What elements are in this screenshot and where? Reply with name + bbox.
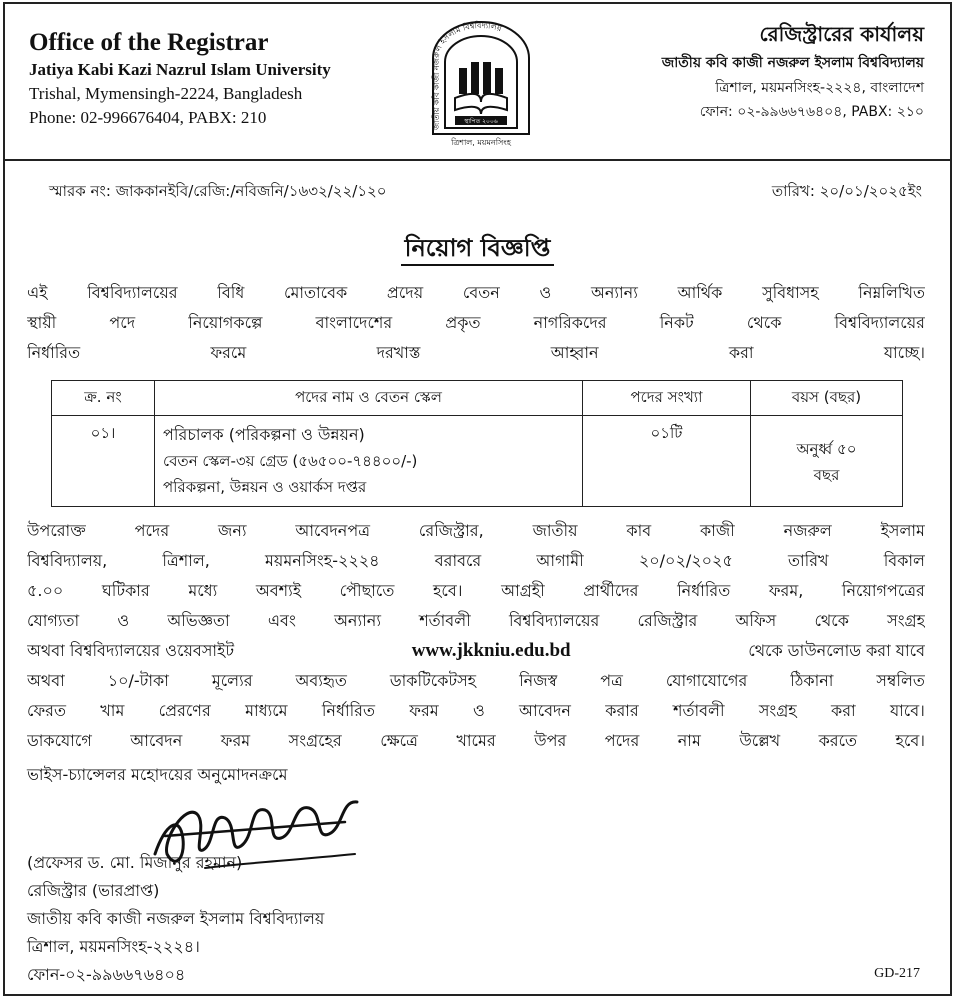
word: শর্তাবলী bbox=[673, 701, 725, 720]
word: বিশ্ববিদ্যালয়ের bbox=[87, 283, 178, 302]
word: কাব bbox=[626, 521, 652, 540]
body-line bbox=[27, 576, 925, 606]
body-line bbox=[27, 696, 925, 726]
notice-page bbox=[3, 2, 952, 996]
word: পদের bbox=[134, 521, 170, 540]
website-post: থেকে ডাউনলোড করা যাবে bbox=[748, 641, 925, 660]
word: আর্থিক bbox=[677, 283, 723, 302]
word: ফেরত bbox=[27, 701, 66, 720]
body-line-website bbox=[27, 636, 925, 666]
body-line bbox=[27, 546, 925, 576]
signatory-address: ত্রিশাল, ময়মনসিংহ-২২২৪। bbox=[27, 937, 200, 956]
table-header-row bbox=[52, 381, 903, 416]
memo-date: তারিখ: ২০/০১/২০২৫ইং bbox=[771, 182, 922, 200]
word: প্রার্থীদের bbox=[583, 581, 639, 600]
word: বেতন bbox=[462, 283, 500, 302]
word: ফরম, bbox=[768, 581, 804, 600]
word: এবং bbox=[267, 611, 296, 630]
word: বিশ্ববিদ্যালয়ের bbox=[834, 313, 925, 332]
word: হবে। bbox=[432, 581, 463, 600]
word: আবেদন bbox=[519, 701, 571, 720]
word: ২০/০২/২০২৫ bbox=[638, 551, 733, 570]
word: প্রকৃত bbox=[445, 313, 481, 332]
bangla-header bbox=[484, 18, 924, 124]
phone-bn: ফোন: ০২-৯৯৬৬৭৬৪০৪, PABX: ২১০ bbox=[699, 104, 924, 120]
body-line bbox=[27, 606, 925, 636]
word: আগ্রহী bbox=[501, 581, 545, 600]
word: মোতাবেক bbox=[284, 283, 348, 302]
word: নির্ধারিত bbox=[321, 701, 375, 720]
memo-number: স্মারক নং: জাককানইবি/রেজি:/নবিজনি/১৬৩২/২২/১২০ bbox=[49, 182, 387, 200]
age-limit: অনুর্ধ্ব ৫০ bbox=[796, 440, 857, 458]
word: বিশ্ববিদ্যালয়ের bbox=[508, 611, 600, 630]
university-name-bn: জাতীয় কবি কাজী নজরুল ইসলাম বিশ্ববিদ্যালয় bbox=[661, 55, 924, 71]
age-unit: বছর bbox=[813, 466, 840, 484]
signatory-phone: ফোন-০২-৯৯৬৬৭৬৪০৪ bbox=[27, 965, 186, 984]
word: স্থায়ী bbox=[27, 313, 57, 332]
word: থেকে bbox=[746, 313, 782, 332]
word: ১০/-টাকা bbox=[107, 671, 169, 690]
col-age: বয়স (বছর) bbox=[751, 381, 903, 416]
word: নিকট bbox=[659, 313, 694, 332]
website-pre: অথবা বিশ্ববিদ্যালয়ের ওয়েবসাইট bbox=[27, 641, 235, 660]
word: মাধ্যমে bbox=[245, 701, 288, 720]
word: অন্যান্য bbox=[590, 283, 638, 302]
word: আবেদনপত্র bbox=[295, 521, 370, 540]
word: ও bbox=[539, 283, 552, 302]
word: সংগ্রহ bbox=[758, 701, 797, 720]
word: অভিজ্ঞতা bbox=[167, 611, 230, 630]
col-serial: ক্র. নং bbox=[52, 381, 155, 416]
word: বিশ্ববিদ্যালয়, bbox=[27, 551, 108, 570]
word: নজরুল bbox=[783, 521, 832, 540]
website-link[interactable]: www.jkkniu.edu.bd bbox=[411, 640, 571, 661]
word: পদে bbox=[109, 313, 136, 332]
post-office: পরিকল্পনা, উন্নয়ন ও ওয়ার্কস দপ্তর bbox=[163, 478, 367, 496]
word: নাগরিকদের bbox=[533, 313, 607, 332]
address-en: Trishal, Mymensingh-2224, Bangladesh bbox=[29, 84, 303, 103]
logo-established: স্থাপিত ২০০৬ bbox=[464, 118, 498, 125]
word: যোগ্যতা bbox=[27, 611, 80, 630]
word: ময়মনসিংহ-২২২৪ bbox=[265, 551, 380, 570]
word: বরাবরে bbox=[434, 551, 482, 570]
word: সংগ্রহ bbox=[887, 611, 925, 630]
word: ইসলাম bbox=[880, 521, 925, 540]
word: যাবে। bbox=[889, 701, 925, 720]
word: করা bbox=[831, 701, 856, 720]
logo-ring-text: জাতীয় কবি কাজী নজরুল ইসলাম বিশ্ববিদ্যালয় bbox=[431, 20, 503, 130]
word: পৌছাতে bbox=[339, 581, 395, 600]
word: অবশ্যই bbox=[255, 581, 302, 600]
table-row bbox=[52, 416, 903, 507]
office-title-bn: রেজিস্ট্রারের কার্যালয় bbox=[759, 22, 924, 46]
office-title-en: Office of the Registrar bbox=[29, 29, 269, 56]
word: অন্যান্য bbox=[334, 611, 381, 630]
word: যোগাযোগের bbox=[665, 671, 748, 690]
body-line: ডাকযোগে আবেদন ফরম সংগ্রহের ক্ষেত্রে খামের উপর পদের নাম উল্লেখ করতে হবে। bbox=[27, 731, 925, 750]
word: ত্রিশাল, bbox=[162, 551, 210, 570]
intro-paragraph bbox=[27, 278, 925, 368]
word: কাজী bbox=[700, 521, 735, 540]
row-age bbox=[751, 416, 903, 507]
word: অথবা bbox=[27, 671, 65, 690]
header-divider bbox=[5, 159, 950, 161]
word: মূল্যের bbox=[211, 671, 253, 690]
posts-table bbox=[51, 380, 903, 507]
word: প্রদেয় bbox=[386, 283, 424, 302]
signatory-designation: রেজিস্ট্রার (ভারপ্রাপ্ত) bbox=[27, 881, 160, 900]
word: থেকে bbox=[814, 611, 849, 630]
word: ডাকটিকেটসহ bbox=[389, 671, 477, 690]
university-name-en: Jatiya Kabi Kazi Nazrul Islam University bbox=[29, 60, 331, 79]
body-paragraph bbox=[27, 516, 925, 756]
word: জন্য bbox=[218, 521, 247, 540]
word: শর্তাবলী bbox=[419, 611, 471, 630]
row-post bbox=[155, 416, 583, 507]
row-serial: ০১। bbox=[52, 416, 155, 507]
intro-line: নির্ধারিত ফরমে দরখাস্ত আহ্বান করা যাচ্ছে। bbox=[27, 343, 925, 362]
word: খাম bbox=[100, 701, 125, 720]
notice-title-text: নিয়োগ বিজ্ঞপ্তি bbox=[401, 234, 555, 266]
post-scale: বেতন স্কেল-৩য় গ্রেড (৫৬৫০০-৭৪৪০০/-) bbox=[163, 452, 418, 470]
logo-place: ত্রিশাল, ময়মনসিংহ bbox=[451, 138, 511, 147]
english-header bbox=[29, 28, 409, 130]
word: পত্র bbox=[600, 671, 623, 690]
word: নিম্নলিখিত bbox=[858, 283, 925, 302]
phone-en: Phone: 02-996676404, PABX: 210 bbox=[29, 108, 267, 127]
word: নিজস্ব bbox=[519, 671, 558, 690]
word: বাংলাদেশের bbox=[315, 313, 393, 332]
intro-line bbox=[27, 278, 925, 308]
body-line bbox=[27, 666, 925, 696]
word: নিয়োগপত্রের bbox=[841, 581, 925, 600]
signatory-name: (প্রফেসর ড. মো. মিজানুর রহমান) bbox=[27, 853, 243, 872]
body-line bbox=[27, 516, 925, 546]
word: ঘটিকার bbox=[101, 581, 150, 600]
row-count: ০১টি bbox=[583, 416, 751, 507]
word: মধ্যে bbox=[188, 581, 218, 600]
word: ঠিকানা bbox=[790, 671, 834, 690]
signatory-university: জাতীয় কবি কাজী নজরুল ইসলাম বিশ্ববিদ্যালয় bbox=[27, 909, 325, 928]
word: ফরম bbox=[409, 701, 439, 720]
word: আগামী bbox=[536, 551, 584, 570]
word: উপরোক্ত bbox=[27, 521, 86, 540]
col-post-scale: পদের নাম ও বেতন স্কেল bbox=[155, 381, 583, 416]
intro-line bbox=[27, 308, 925, 338]
col-post-count: পদের সংখ্যা bbox=[583, 381, 751, 416]
word: বিধি bbox=[217, 283, 245, 302]
word: ও bbox=[117, 611, 130, 630]
notice-title bbox=[5, 230, 950, 270]
word: বিকাল bbox=[883, 551, 925, 570]
word: নির্ধারিত bbox=[677, 581, 731, 600]
word: অব্যহৃত bbox=[295, 671, 347, 690]
word: এই bbox=[27, 283, 48, 302]
word: অফিস bbox=[735, 611, 777, 630]
word: ৫.০০ bbox=[27, 581, 64, 600]
word: সুবিধাসহ bbox=[762, 283, 819, 302]
word: রেজিস্ট্রার bbox=[637, 611, 698, 630]
word: তারিখ bbox=[788, 551, 829, 570]
word: করার bbox=[605, 701, 639, 720]
post-name: পরিচালক (পরিকল্পনা ও উন্নয়ন) bbox=[163, 425, 365, 444]
approval-line: ভাইস-চ্যান্সেলর মহোদয়ের অনুমোদনক্রমে bbox=[27, 765, 288, 784]
word: ও bbox=[472, 701, 485, 720]
word: রেজিস্ট্রার, bbox=[418, 521, 484, 540]
word: নিয়োগকল্পে bbox=[188, 313, 263, 332]
address-bn: ত্রিশাল, ময়মনসিংহ-২২২৪, বাংলাদেশ bbox=[715, 80, 924, 96]
word: সম্বলিত bbox=[876, 671, 925, 690]
word: জাতীয় bbox=[532, 521, 578, 540]
word: প্রেরণের bbox=[158, 701, 211, 720]
gd-code: GD-217 bbox=[874, 966, 920, 981]
